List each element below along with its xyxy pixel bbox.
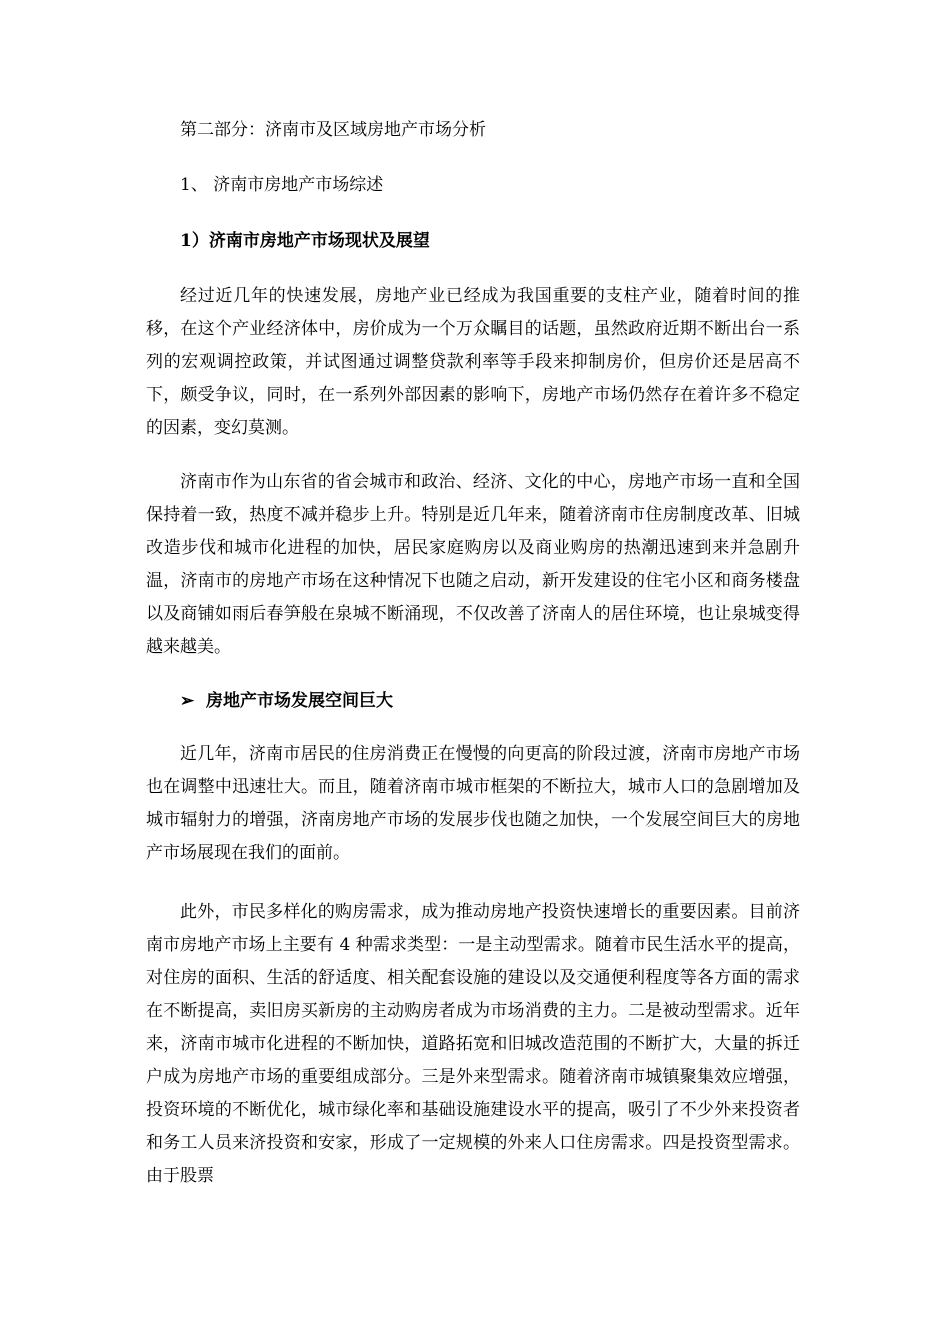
section-heading: 1、 济南市房地产市场综述 (180, 175, 384, 195)
part-title: 第二部分：济南市及区域房地产市场分析 (180, 120, 486, 140)
arrow-bullet-icon: ➢ (180, 691, 195, 711)
paragraph-development-space: 近几年，济南市居民的住房消费正在慢慢的向更高的阶段过渡，济南市房地产市场也在调整中迅速壮大。而且，随着济南市城市框架的不断拉大，城市人口的急剧增加及城市辐射力的增强，济南房地产市场的发展步伐也随之加快，一个发展空间巨大的房地产市场展现在我们的面前。 (146, 744, 800, 863)
paragraph-jinan-overview: 济南市作为山东省的省会城市和政治、经济、文化的中心，房地产市场一直和全国保持着一致，热度不减并稳步上升。特别是近几年来，随着济南市住房制度改革、旧城改造步伐和城市化进程的加快，居民家庭购房以及商业购房的热潮迅速到来并急剧升温，济南市的房地产市场在这种情况下也随之启动，新开发建设的住宅小区和商务楼盘以及商铺如雨后春笋般在泉城不断涌现，不仅改善了济南人的居住环境，也让泉城变得越来越美。 (146, 472, 800, 657)
bullet-heading-text: 房地产市场发展空间巨大 (206, 691, 393, 711)
bullet-heading (180, 691, 393, 711)
paragraph-market-status: 经过近几年的快速发展，房地产业已经成为我国重要的支柱产业，随着时间的推移，在这个产业经济体中，房价成为一个万众瞩目的话题，虽然政府近期不断出台一系列的宏观调控政策，并试图通过调整贷款利率等手段来抑制房价，但房价还是居高不下，颇受争议，同时，在一系列外部因素的影响下，房地产市场仍然存在着许多不稳定的因素，变幻莫测。 (146, 286, 800, 438)
paragraph-demand-types: 此外，市民多样化的购房需求，成为推动房地产投资快速增长的重要因素。目前济南市房地产市场上主要有 4 种需求类型：一是主动型需求。随着市民生活水平的提高，对住房的面积、生活的舒适度、相关配套设施的建设以及交通便利程度等各方面的需求在不断提高，卖旧房买新房的主动购房者成为市场消费的主力。二是被动型需求。近年来，济南市城市化进程的不断加快，道路拓宽和旧城改造范围的不断扩大，大量的拆迁户成为房地产市场的重要组成部分。三是外来型需求。随着济南市城镇聚集效应增强，投资环境的不断优化，城市绿化率和基础设施建设水平的提高，吸引了不少外来投资者和务工人员来济投资和安家，形成了一定规模的外来人口住房需求。四是投资型需求。由于股票 (146, 902, 800, 1186)
subsection-heading: 1）济南市房地产市场现状及展望 (180, 231, 430, 251)
